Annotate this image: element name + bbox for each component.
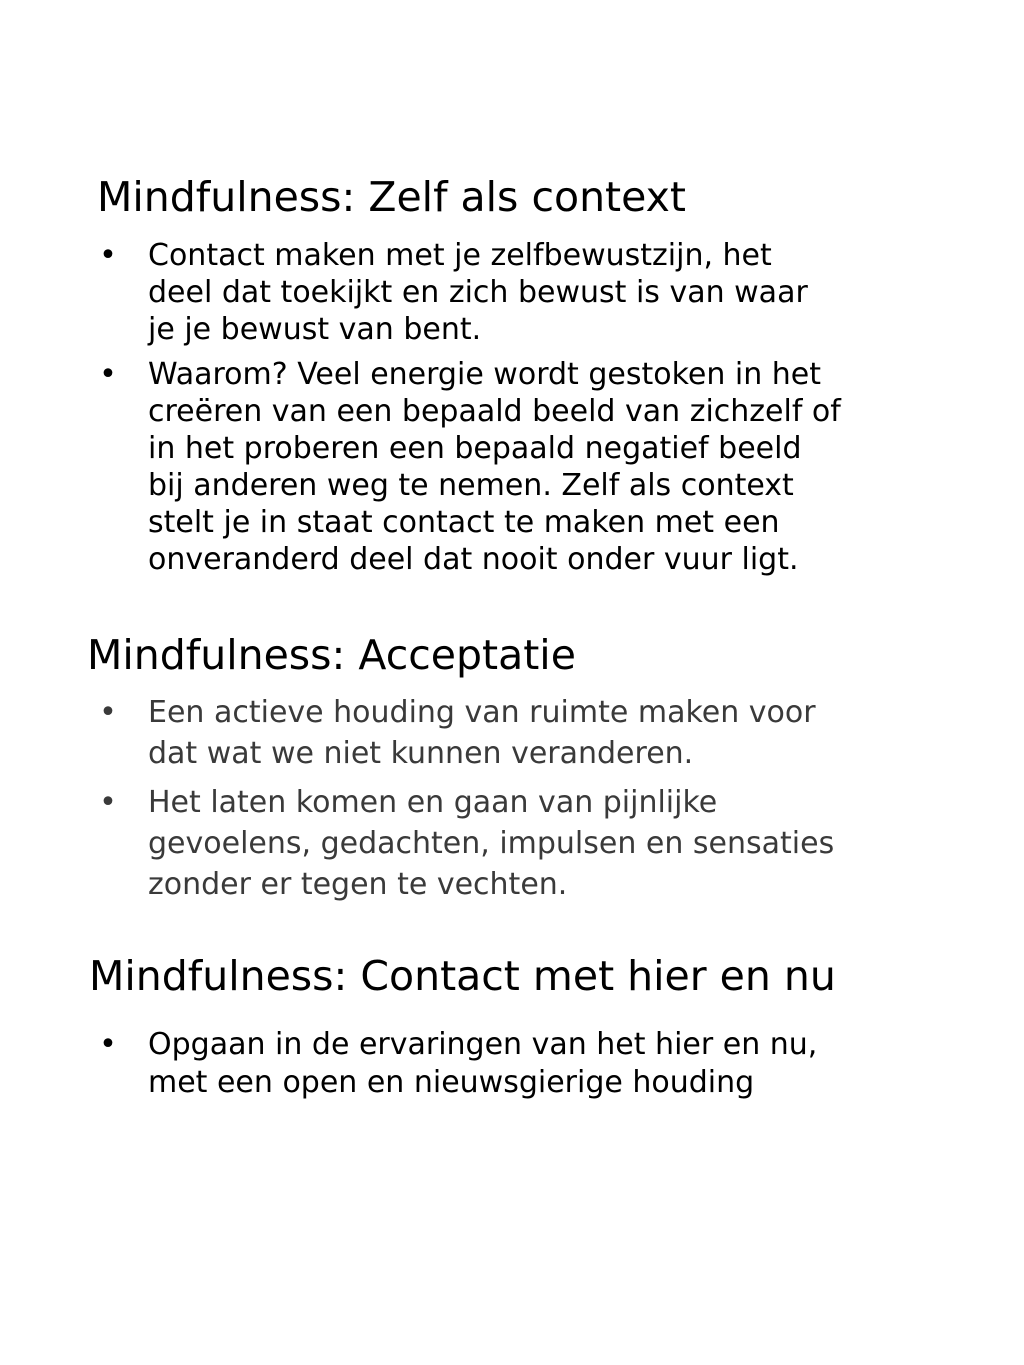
list-item	[0, 356, 948, 578]
list-item-line: zonder er tegen te vechten.	[148, 867, 568, 902]
list-item-line: Contact maken met je zelfbewustzijn, het	[148, 238, 772, 273]
list-item-line: Opgaan in de ervaringen van het hier en nu,	[148, 1027, 818, 1062]
section-heading: Mindfulness: Contact met hier en nu	[89, 952, 836, 1000]
list-item-line: gevoelens, gedachten, impulsen en sensaties	[148, 826, 835, 861]
list-item	[0, 692, 948, 774]
list-item-line: je je bewust van bent.	[148, 312, 482, 347]
bullet-icon: •	[99, 1027, 117, 1062]
list-item-line: Een actieve houding van ruimte maken voor	[148, 695, 816, 730]
list-item-line: Het laten komen en gaan van pijnlijke	[148, 785, 718, 820]
list-item-line: stelt je in staat contact te maken met een	[148, 505, 780, 540]
bullet-icon: •	[99, 785, 117, 820]
section-heading: Mindfulness: Zelf als context	[97, 173, 686, 221]
bullet-list	[0, 692, 948, 905]
section-heading: Mindfulness: Acceptatie	[87, 631, 576, 679]
bullet-icon: •	[99, 357, 117, 392]
list-item-line: Waarom? Veel energie wordt gestoken in het	[148, 357, 822, 392]
list-item-line: in het proberen een bepaald negatief beeld	[148, 431, 802, 466]
list-item	[0, 237, 948, 348]
list-item	[0, 1026, 948, 1102]
bullet-icon: •	[99, 238, 117, 273]
bullet-icon: •	[99, 695, 117, 730]
list-item	[0, 782, 948, 905]
list-item-line: bij anderen weg te nemen. Zelf als context	[148, 468, 794, 503]
bullet-list	[0, 237, 948, 578]
bullet-list	[0, 1026, 948, 1102]
list-item-line: onveranderd deel dat nooit onder vuur ligt.	[148, 542, 799, 577]
list-item-line: dat wat we niet kunnen veranderen.	[148, 736, 694, 771]
list-item-line: deel dat toekijkt en zich bewust is van waar	[148, 275, 808, 310]
list-item-line: creëren van een bepaald beeld van zichzelf of	[148, 394, 841, 429]
list-item-line: met een open en nieuwsgierige houding	[148, 1065, 755, 1100]
